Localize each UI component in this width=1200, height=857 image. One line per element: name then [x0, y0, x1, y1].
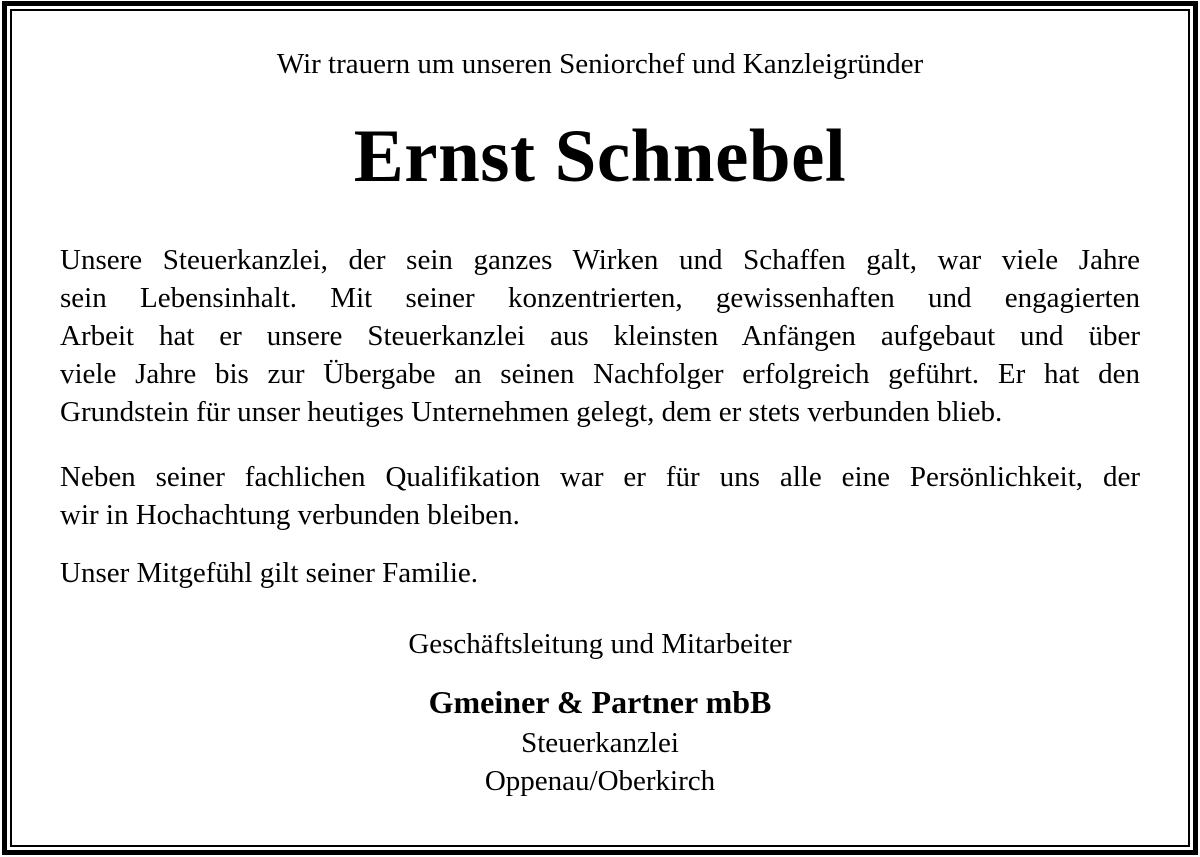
outer-border-frame	[2, 1, 1198, 855]
paragraph-line: Grundstein für unser heutiges Unternehmen gelegt, dem er stets verbunden blieb.	[60, 396, 1003, 428]
signature-group-line: Geschäftsleitung und Mitarbeiter	[408, 628, 792, 660]
signature-company-name: Gmeiner & Partner mbB	[428, 684, 772, 720]
notice-content	[12, 11, 1188, 800]
signature-location: Oppenau/Oberkirch	[484, 765, 716, 797]
paragraph-line: Unser Mitgefühl gilt seiner Familie.	[60, 557, 479, 589]
paragraph-line: Neben seiner fachlichen Qualifikation war er für uns alle eine Persönlichkeit, der	[60, 461, 1140, 493]
paragraph-personality	[60, 458, 1140, 534]
paragraph-line: sein Lebensinhalt. Mit seiner konzentrierten, gewissenhaften und engagierten	[60, 282, 1140, 314]
deceased-name-title: Ernst Schnebel	[353, 115, 847, 198]
paragraph-line: viele Jahre bis zur Übergabe an seinen Nachfolger erfolgreich geführt. Er hat den	[60, 358, 1140, 390]
paragraph-line: wir in Hochachtung verbunden bleiben.	[60, 499, 520, 531]
paragraph-condolence	[60, 554, 1140, 592]
signature-company-type: Steuerkanzlei	[521, 727, 679, 759]
paragraph-line: Unsere Steuerkanzlei, der sein ganzes Wirken und Schaffen galt, war viele Jahre	[60, 244, 1140, 276]
paragraph-line: Arbeit hat er unsere Steuerkanzlei aus kleinsten Anfängen aufgebaut und über	[60, 320, 1140, 352]
intro-line: Wir trauern um unseren Seniorchef und Kanzleigründer	[276, 48, 924, 80]
inner-border-frame	[10, 9, 1190, 847]
paragraph-life-work	[60, 241, 1140, 431]
